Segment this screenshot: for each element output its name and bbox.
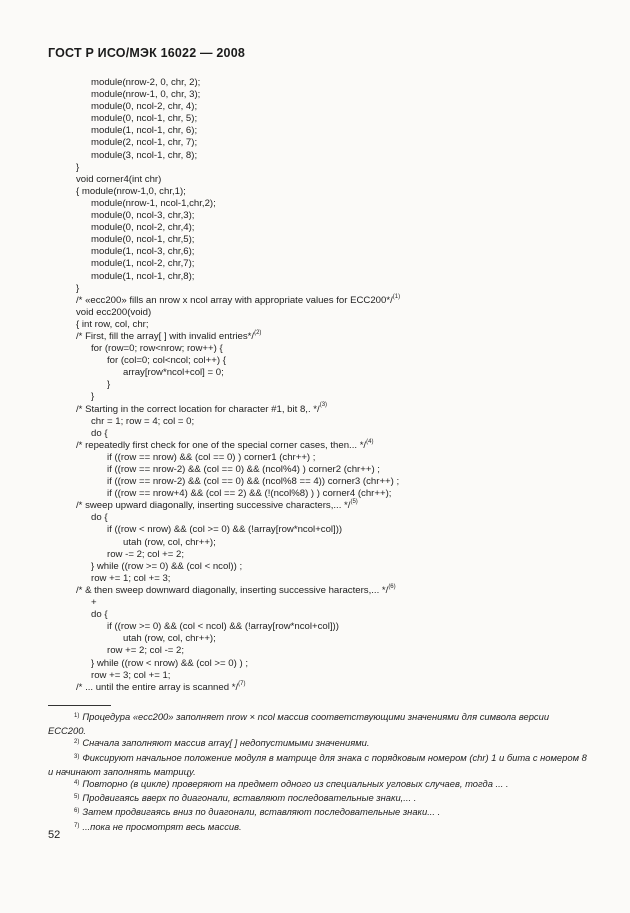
code-text: if ((row == nrow) && (col == 0) ) corner1 (chr++) ;	[107, 451, 316, 463]
code-text: module(0, ncol-3, chr,3);	[91, 210, 195, 222]
code-text: chr = 1; row = 4; col = 0;	[91, 415, 195, 427]
footnote	[48, 806, 588, 820]
code-line	[0, 645, 630, 657]
code-text: if ((row == nrow+4) && (col == 2) && (!(ncol%8) ) ) corner4 (chr++);	[107, 488, 392, 500]
code-line	[0, 379, 630, 391]
code-text: if ((row == nrow-2) && (col == 0) && (ncol%4) ) corner2 (chr++) ;	[107, 464, 380, 475]
page-number: 52	[48, 829, 61, 841]
code-text: +	[91, 597, 97, 609]
code-line	[0, 476, 630, 488]
footnote-separator	[48, 705, 111, 706]
code-line	[0, 633, 630, 645]
code-line	[0, 500, 630, 512]
code-text: row -= 2; col += 2;	[107, 548, 185, 560]
code-line	[0, 670, 630, 682]
code-line	[0, 77, 630, 89]
code-line	[0, 428, 630, 440]
code-text: do {	[91, 427, 108, 439]
code-line	[0, 488, 630, 500]
code-line	[0, 658, 630, 670]
code-line	[0, 537, 630, 549]
code-line	[0, 307, 630, 319]
code-text: /* repeatedly first check for one of the special corner cases, then... */	[76, 439, 367, 451]
code-text: module(nrow-1, ncol-1,chr,2);	[91, 197, 216, 209]
code-text: }	[76, 161, 80, 173]
footnote-ref: (3)	[319, 402, 328, 409]
footnote	[48, 737, 588, 751]
code-line	[0, 258, 630, 270]
code-line	[0, 597, 630, 609]
code-text: void corner4(int chr)	[76, 173, 162, 185]
code-line	[0, 198, 630, 210]
code-text: } while ((row < nrow) && (col >= 0) ) ;	[91, 657, 249, 669]
code-line	[0, 343, 630, 355]
footnote-text: Фиксируют начальное положение модуля в матрице для знака с порядковым номером (chr) 1 и бита с номером 8 и начинают заполнять матрицу.	[48, 751, 587, 777]
footnote-ref: (7)	[238, 680, 246, 687]
code-text: row += 2; col -= 2;	[107, 645, 185, 657]
footnote	[48, 821, 588, 835]
code-line	[0, 621, 630, 633]
code-line	[0, 319, 630, 331]
code-text: utah (row, col, chr++);	[123, 633, 216, 645]
code-line	[0, 137, 630, 149]
code-text: module(1, ncol-2, chr,7);	[91, 258, 195, 270]
footnote-mark: 7)	[74, 822, 80, 829]
code-text: utah (row, col, chr++);	[123, 536, 216, 548]
code-line	[0, 452, 630, 464]
code-text: module(1, ncol-3, chr,6);	[91, 246, 195, 258]
code-line	[0, 367, 630, 379]
code-line	[0, 162, 630, 174]
code-line	[0, 561, 630, 573]
code-text: module(0, ncol-2, chr,4);	[91, 222, 195, 234]
footnote-text: Затем продвигаясь вниз по диагонали, вставляют последовательные знаки... .	[82, 806, 441, 818]
code-line	[0, 609, 630, 621]
code-text: { int row, col, chr;	[76, 318, 149, 330]
code-text: void ecc200(void)	[76, 306, 152, 318]
footnote	[48, 792, 588, 806]
code-text: for (row=0; row<nrow; row++) {	[91, 343, 223, 355]
code-line	[0, 271, 630, 283]
code-line	[0, 113, 630, 125]
footnote-ref: (2)	[254, 329, 262, 336]
code-line	[0, 246, 630, 258]
code-text: }	[107, 379, 111, 391]
footnote-mark: 6)	[74, 808, 80, 815]
code-text: if ((row >= 0) && (col < ncol) && (!array[row*ncol+col]))	[107, 621, 339, 633]
code-line	[0, 682, 630, 694]
footnote-mark: 2)	[74, 739, 80, 746]
code-line	[0, 295, 630, 307]
code-line	[0, 512, 630, 524]
code-line	[0, 283, 630, 295]
code-line	[0, 524, 630, 536]
code-text: module(0, ncol-1, chr,5);	[91, 234, 195, 246]
code-line	[0, 549, 630, 561]
code-text: module(nrow-2, 0, chr, 2);	[91, 77, 201, 88]
code-text: /* «ecc200» fills an nrow x ncol array with appropriate values for ECC200*/	[76, 294, 393, 306]
footnote-text: Продвигаясь вверх по диагонали, вставляют последовательные знаки,... .	[82, 792, 417, 804]
code-line	[0, 89, 630, 101]
footnote-ref: (5)	[350, 499, 358, 506]
code-line	[0, 174, 630, 186]
footnote-mark: 3)	[74, 753, 80, 760]
code-text: /* ... until the entire array is scanned */	[76, 681, 239, 693]
code-text: do {	[91, 609, 108, 621]
code-text: /* & then sweep downward diagonally, inserting successive haracters,... */	[76, 584, 389, 596]
code-line	[0, 222, 630, 234]
code-text: row += 3; col += 1;	[91, 669, 171, 681]
code-text: module(3, ncol-1, chr, 8);	[91, 149, 198, 161]
code-line	[0, 150, 630, 162]
code-text: /* sweep upward diagonally, inserting successive characters,... */	[76, 500, 351, 512]
code-text: if ((row < nrow) && (col >= 0) && (!array[row*ncol+col]))	[107, 524, 343, 536]
footnote	[48, 778, 588, 792]
code-text: module(1, ncol-1, chr,8);	[91, 270, 195, 282]
code-line	[0, 391, 630, 403]
code-text: do {	[91, 512, 108, 524]
code-line	[0, 331, 630, 343]
code-text: module(2, ncol-1, chr, 7);	[91, 137, 198, 149]
code-line	[0, 186, 630, 198]
code-text: { module(nrow-1,0, chr,1);	[76, 185, 186, 197]
code-line	[0, 585, 630, 597]
code-text: for (col=0; col<ncol; col++) {	[107, 355, 226, 367]
code-text: } while ((row >= 0) && (col < ncol)) ;	[91, 560, 243, 572]
footnotes	[48, 711, 588, 835]
code-line	[0, 101, 630, 113]
footnote-mark: 5)	[74, 794, 80, 801]
footnote-ref: (1)	[392, 293, 401, 300]
code-text: module(1, ncol-1, chr, 6);	[91, 125, 198, 137]
footnote-text: Процедура «ecc200» заполняет nrow × ncol массив соответствующими значениями для символа версии ECC200.	[48, 711, 550, 737]
code-text: row += 1; col += 3;	[91, 572, 171, 584]
code-line	[0, 355, 630, 367]
code-line	[0, 404, 630, 416]
code-line	[0, 234, 630, 246]
code-text: module(0, ncol-2, chr, 4);	[91, 101, 198, 113]
footnote-ref: (6)	[388, 583, 396, 590]
code-text: array[row*ncol+col] = 0;	[123, 367, 224, 379]
code-text: }	[76, 282, 80, 294]
code-line	[0, 440, 630, 452]
code-text: }	[91, 391, 95, 403]
footnote	[48, 752, 588, 778]
code-text: if ((row == nrow-2) && (col == 0) && (ncol%8 == 4)) corner3 (chr++) ;	[107, 476, 400, 488]
footnote-mark: 4)	[74, 780, 80, 787]
code-line	[0, 125, 630, 137]
document-header: ГОСТ Р ИСО/МЭК 16022 — 2008	[48, 46, 245, 60]
code-text: module(0, ncol-1, chr, 5);	[91, 113, 198, 125]
code-listing	[0, 77, 630, 694]
footnote-ref: (4)	[366, 438, 374, 445]
footnote	[48, 711, 588, 737]
code-text: module(nrow-1, 0, chr, 3);	[91, 89, 201, 101]
code-line	[0, 464, 630, 476]
footnote-text: Сначала заполняют массив array[ ] недопустимыми значениями.	[82, 737, 370, 749]
code-line	[0, 210, 630, 222]
footnote-text: Повторно (в цикле) проверяют на предмет одного из специальных угловых случаев, тогда ... .	[82, 778, 509, 790]
footnote-text: ...пока не просмотрят весь массив.	[82, 820, 242, 832]
footnote-mark: 1)	[74, 713, 80, 719]
code-line	[0, 416, 630, 428]
code-text: /* Starting in the correct location for character #1, bit 8,. */	[76, 403, 320, 415]
code-line	[0, 573, 630, 585]
code-text: /* First, fill the array[ ] with invalid entries*/	[76, 330, 255, 342]
